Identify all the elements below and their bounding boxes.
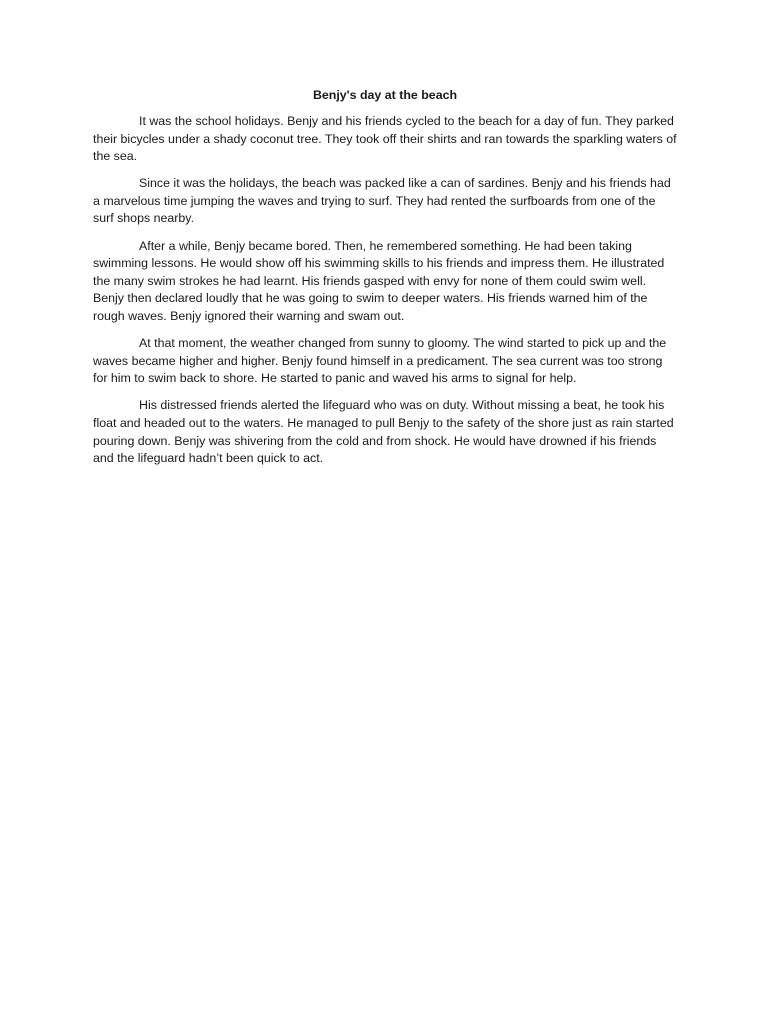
paragraph-1: It was the school holidays. Benjy and his friends cycled to the beach for a day of fun. They parked their bicycles under a shady coconut tree. They took off their shirts and ran towards the sparkling waters of the sea. <box>93 114 677 164</box>
document-title: Benjy's day at the beach <box>312 88 458 102</box>
document-page <box>93 87 677 477</box>
paragraph-4: At that moment, the weather changed from sunny to gloomy. The wind started to pick up and the waves became higher and higher. Benjy found himself in a predicament. The sea current was too strong for him to swim back to shore. He started to panic and waved his arms to signal for help. <box>93 336 667 386</box>
paragraph-2: Since it was the holidays, the beach was packed like a can of sardines. Benjy and his friends had a marvelous time jumping the waves and trying to surf. They had rented the surfboards from one of the surf shops nearby. <box>93 176 671 226</box>
paragraph-3: After a while, Benjy became bored. Then, he remembered something. He had been taking swimming lessons. He would show off his swimming skills to his friends and impress them. He illustrated the many swim strokes he had learnt. His friends gasped with envy for none of them could swim well. Benjy then declared loudly that he was going to swim to deeper waters. His friends warned him of the rough waves. Benjy ignored their warning and swam out. <box>93 238 665 323</box>
paragraph-5: His distressed friends alerted the lifeguard who was on duty. Without missing a beat, he took his float and headed out to the waters. He managed to pull Benjy to the safety of the shore just as rain started pouring down. Benjy was shivering from the cold and from shock. He would have drowned if his friends and the lifeguard hadn’t been quick to act. <box>93 398 674 466</box>
